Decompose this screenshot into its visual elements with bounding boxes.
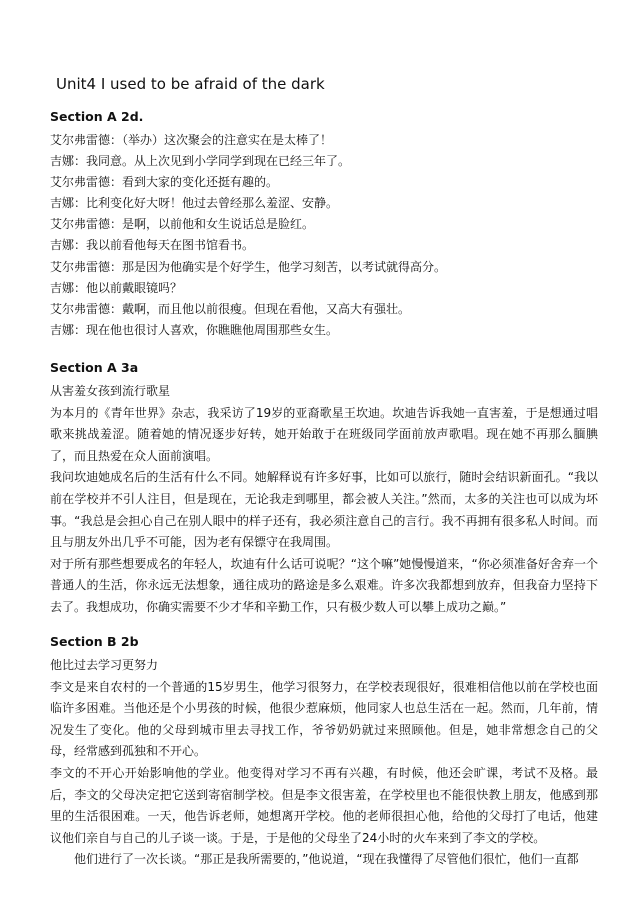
dialog-line: 艾尔弗雷德：戴啊，而且他以前很瘦。但现在看他，又高大有强壮。 [50,301,411,316]
dialog-line: 艾尔弗雷德：看到大家的变化还挺有趣的。 [50,175,279,190]
article-paragraph: 李文的不开心开始影响他的学业。他变得对学习不再有兴趣，有时候，他还会旷课，考试不及格。最后，李文的父母决定把它送到寄宿制学校。但是李文很害羞，在学校里也不能很快教上朋友，他感到那里的生活很困难。一天，他告诉老师，她想离开学校。他的老师很担心他，给他的父母打了电话，他建议他们亲自与自己的儿子谈一谈。于是，于是他的父母坐了24小时的火车来到了李文的学校。 [50,765,598,845]
section-a-2d [50,108,598,341]
article-paragraph: 李文是来自农村的一个普通的15岁男生，他学习很努力，在学校表现很好，很难相信他以前在学校也面临许多困难。当他还是个小男孩的时候，他很少惹麻烦，他同家人也总生活在一起。然而，几年前，情况发生了变化。他的父母到城市里去寻找工作，爷爷奶奶就过来照顾他。但是，她非常想念自己的父母，经常感到孤独和不开心。 [50,679,598,759]
dialog-line: 艾尔弗雷德：（举办）这次聚会的注意实在是太棒了！ [50,133,333,147]
article-paragraph: 他们进行了一次长谈。“那正是我所需要的，”他说道，“现在我懂得了尽管他们很忙，他们一直都 [74,852,579,867]
dialog-line: 吉娜：现在他也很讨人喜欢，你瞧瞧他周围那些女生。 [50,322,339,337]
dialog-line: 吉娜：我以前看他每天在图书馆看书。 [50,238,255,253]
section-heading: Section A 3a [50,360,139,375]
dialog-line: 艾尔弗雷德：那是因为他确实是个好学生，他学习刻苦，以考试就得高分。 [50,259,447,274]
article-subtitle: 他比过去学习更努力 [50,658,159,672]
dialog-line: 吉娜：我同意。从上次见到小学同学到现在已经三年了。 [50,154,351,169]
section-heading: Section A 2d. [50,109,144,124]
dialog-line: 艾尔弗雷德：是啊，以前他和女生说话总是脸红。 [50,217,315,232]
dialog-line: 吉娜：他以前戴眼镜吗？ [50,280,183,295]
article-paragraph: 为本月的《青年世界》杂志，我采访了19岁的亚裔歌星王坎迪。坎迪告诉我她一直害羞，于是想通过唱歌来挑战羞涩。随着她的情况逐步好转，她开始敢于在班级同学面前放声歌唱。现在她不再那么腼腆了，而且热爱在众人面前演唱。 [50,405,598,463]
section-heading: Section B 2b [50,634,139,649]
article-paragraph: 对于所有那些想要成名的年轻人，坎迪有什么话可说呢？“这个嘛”她慢慢道来，“你必须准备好舍弃一个普通人的生活，你永远无法想象，通往成功的路途是多么艰难。许多次我都想到放弃，但我奋力坚持下去了。我想成功，你确实需要不少才华和辛勤工作，只有极少数人可以攀上成功之巅。” [50,556,598,614]
section-a-3a [50,359,598,619]
article-paragraph: 我问坎迪她成名后的生活有什么不同。她解释说有许多好事，比如可以旅行，随时会结识新面孔。“我以前在学校并不引人注目，但是现在，无论我走到哪里，都会被人关注。”然而，太多的关注也可以成为坏事。“我总是会担心自己在别人眼中的样子还有，我必须注意自己的言行。我不再拥有很多私人时间。而且与朋友外出几乎不可能，因为老有保镖守在我周围。 [50,470,598,550]
dialog-line: 吉娜：比利变化好大呀！他过去曾经那么羞涩、安静。 [50,196,339,211]
article-subtitle: 从害羞女孩到流行歌星 [50,384,171,398]
unit-title: Unit4 I used to be afraid of the dark [56,75,325,93]
section-b-2b [50,633,598,871]
